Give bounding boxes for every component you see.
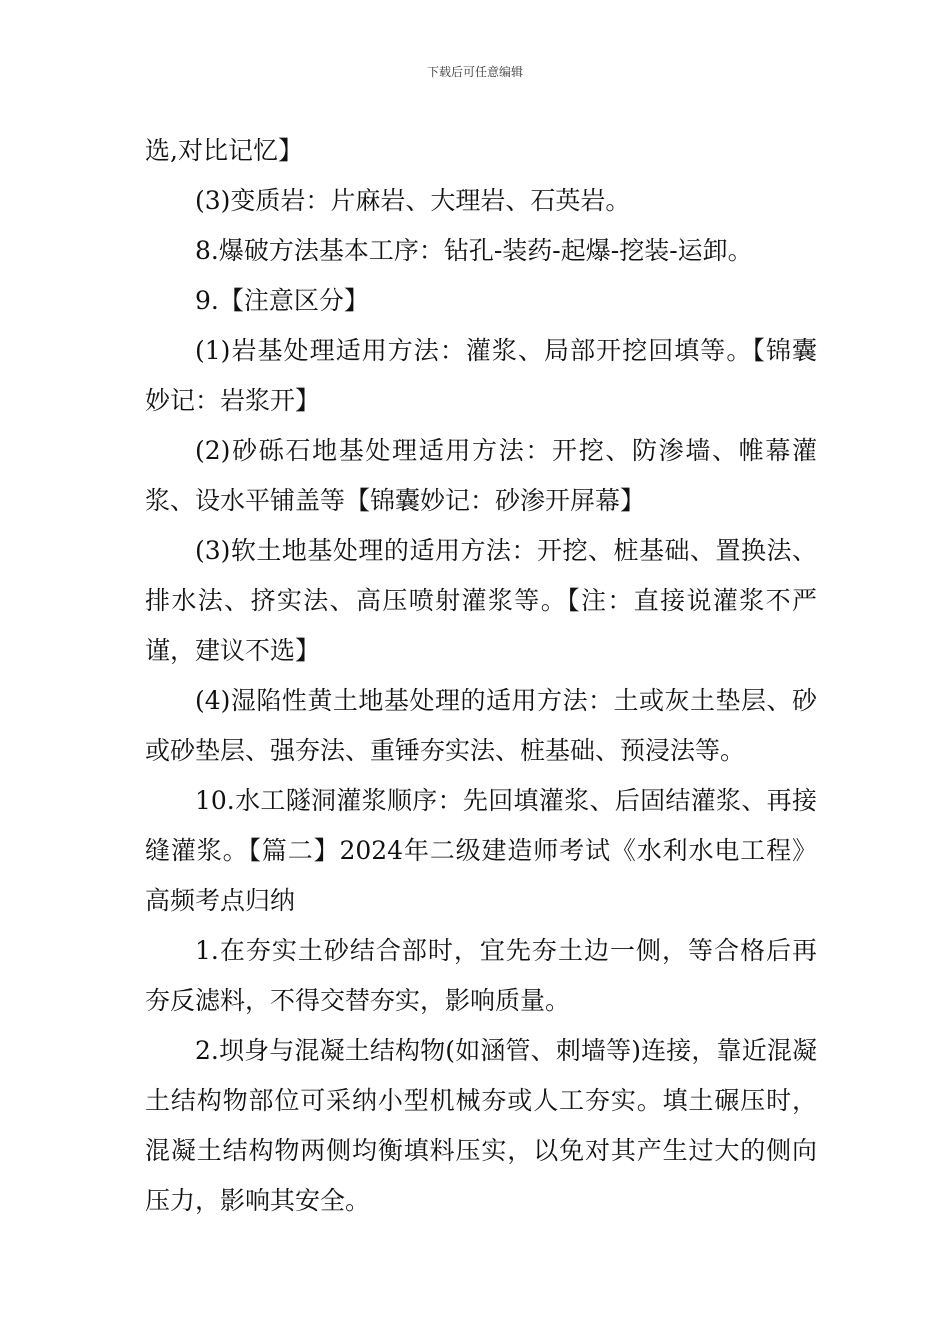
paragraph-11: 2.坝身与混凝土结构物(如涵管、刺墙等)连接，靠近混凝土结构物部位可采纳小型机械夯或人工夯实。填土碾压时，混凝土结构物两侧均衡填料压实，以免对其产生过大的侧向压力，影响其安全。: [145, 1036, 817, 1215]
paragraph-6: (2)砂砾石地基处理适用方法：开挖、防渗墙、帷幕灌浆、设水平铺盖等【锦囊妙记：砂渗开屏幕】: [145, 436, 817, 515]
paragraph-3: 8.爆破方法基本工序：钻孔-装药-起爆-挖装-运卸。: [195, 236, 753, 265]
paragraph-8: (4)湿陷性黄土地基处理的适用方法：土或灰土垫层、砂或砂垫层、强夯法、重锤夯实法、桩基础、预浸法等。: [145, 686, 817, 765]
paragraph-4: 9.【注意区分】: [195, 286, 369, 315]
paragraph-9: 10.水工隧洞灌浆顺序：先回填灌浆、后固结灌浆、再接缝灌浆。【篇二】2024年二级建造师考试《水利水电工程》高频考点归纳: [145, 786, 817, 915]
paragraph-5: (1)岩基处理适用方法：灌浆、局部开挖回填等。【锦囊妙记：岩浆开】: [145, 336, 817, 415]
paragraph-1: 选,对比记忆】: [145, 136, 303, 165]
paragraph-2: (3)变质岩：片麻岩、大理岩、石英岩。: [195, 186, 631, 215]
paragraph-10: 1.在夯实土砂结合部时，宜先夯土边一侧，等合格后再夯反滤料，不得交替夯实，影响质量。: [145, 936, 817, 1015]
document-body: [145, 126, 817, 1226]
page-header: 下载后可任意编辑: [426, 65, 523, 79]
paragraph-7: (3)软土地基处理的适用方法：开挖、桩基础、置换法、排水法、挤实法、高压喷射灌浆等。【注：直接说灌浆不严谨，建议不选】: [145, 536, 817, 665]
